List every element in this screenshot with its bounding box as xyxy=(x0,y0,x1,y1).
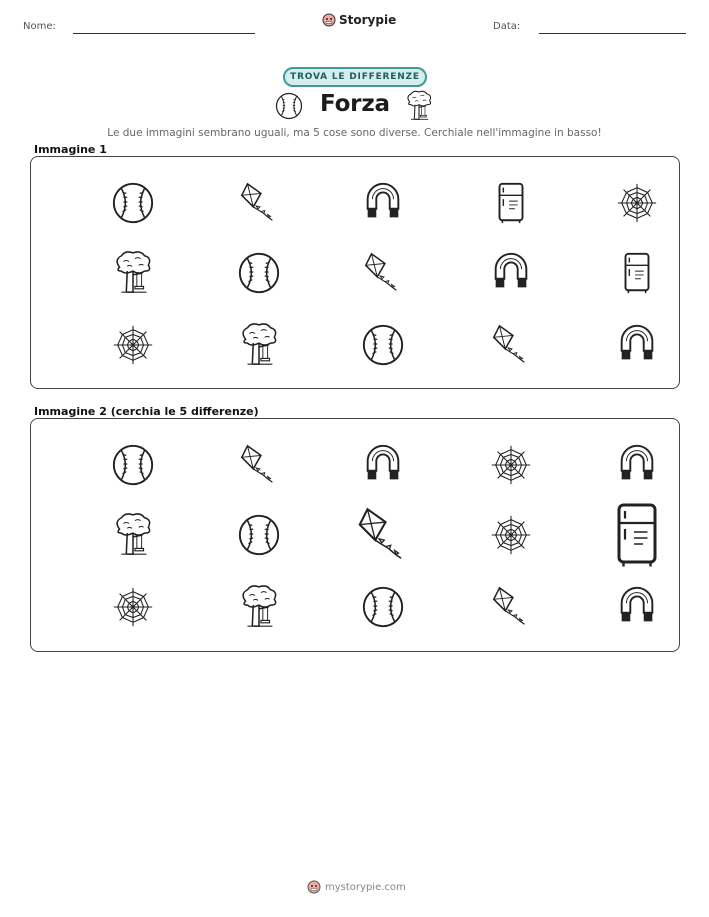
tree-swing-icon xyxy=(236,584,282,630)
image1-label: Immagine 1 xyxy=(34,143,107,156)
spiderweb-icon xyxy=(488,442,534,488)
tree-swing-icon xyxy=(403,90,435,122)
grid-cell[interactable] xyxy=(481,577,541,637)
grid-cell[interactable] xyxy=(607,435,667,495)
image2-panel[interactable] xyxy=(30,418,680,652)
fridge-icon xyxy=(488,180,534,226)
grid-cell xyxy=(353,315,413,375)
magnet-icon xyxy=(360,442,406,488)
name-field-line[interactable] xyxy=(73,33,255,34)
storypie-mascot-icon xyxy=(307,880,321,894)
grid-cell xyxy=(229,315,289,375)
kite-icon xyxy=(236,442,282,488)
date-field-line[interactable] xyxy=(539,33,686,34)
grid-cell[interactable] xyxy=(229,435,289,495)
page-title: Forza xyxy=(320,91,390,117)
grid-cell xyxy=(607,243,667,303)
kite-icon xyxy=(488,584,534,630)
grid-cell xyxy=(481,315,541,375)
fridge-icon xyxy=(614,250,660,296)
image1-panel xyxy=(30,156,680,389)
instructions-text: Le due immagini sembrano uguali, ma 5 cose sono diverse. Cerchiale nell'immagine in basso! xyxy=(107,127,602,139)
grid-cell[interactable] xyxy=(103,435,163,495)
kite-icon xyxy=(352,504,414,566)
grid-cell xyxy=(103,243,163,303)
title-baseball-icon xyxy=(274,91,304,125)
tree-swing-icon xyxy=(236,322,282,368)
grid-cell xyxy=(229,243,289,303)
date-label: Data: xyxy=(493,21,521,32)
storypie-mascot-icon xyxy=(322,13,336,27)
tree-swing-icon xyxy=(110,512,156,558)
magnet-icon xyxy=(360,180,406,226)
baseball-icon xyxy=(236,512,282,558)
magnet-icon xyxy=(488,250,534,296)
grid-cell[interactable] xyxy=(353,577,413,637)
grid-cell xyxy=(353,243,413,303)
baseball-icon xyxy=(110,442,156,488)
magnet-icon xyxy=(614,584,660,630)
grid-cell xyxy=(481,243,541,303)
brand-name: Storypie xyxy=(339,13,397,27)
grid-cell[interactable] xyxy=(607,577,667,637)
baseball-icon xyxy=(110,180,156,226)
grid-cell[interactable] xyxy=(103,577,163,637)
baseball-icon xyxy=(236,250,282,296)
grid-cell[interactable] xyxy=(229,577,289,637)
grid-cell[interactable] xyxy=(229,505,289,565)
grid-cell[interactable] xyxy=(353,435,413,495)
grid-cell[interactable] xyxy=(481,435,541,495)
grid-cell xyxy=(103,315,163,375)
footer xyxy=(307,880,406,894)
kite-icon xyxy=(360,250,406,296)
fridge-icon xyxy=(601,499,673,571)
brand-logo xyxy=(322,13,396,27)
name-label: Nome: xyxy=(23,21,56,32)
grid-cell[interactable] xyxy=(481,505,541,565)
baseball-icon xyxy=(274,91,304,121)
title-tree-swing-icon xyxy=(403,90,435,126)
grid-cell xyxy=(353,173,413,233)
grid-cell[interactable] xyxy=(353,505,413,565)
tree-swing-icon xyxy=(110,250,156,296)
spiderweb-icon xyxy=(110,322,156,368)
grid-cell xyxy=(607,315,667,375)
grid-cell xyxy=(103,173,163,233)
grid-cell xyxy=(229,173,289,233)
magnet-icon xyxy=(614,322,660,368)
spiderweb-icon xyxy=(614,180,660,226)
grid-cell[interactable] xyxy=(103,505,163,565)
grid-cell xyxy=(481,173,541,233)
grid-cell[interactable] xyxy=(607,505,667,565)
spiderweb-icon xyxy=(488,512,534,558)
worksheet-badge: TROVA LE DIFFERENZE xyxy=(283,67,427,87)
baseball-icon xyxy=(360,322,406,368)
kite-icon xyxy=(488,322,534,368)
kite-icon xyxy=(236,180,282,226)
spiderweb-icon xyxy=(110,584,156,630)
baseball-icon xyxy=(360,584,406,630)
footer-site: mystorypie.com xyxy=(325,881,406,893)
image2-label: Immagine 2 (cerchia le 5 differenze) xyxy=(34,405,259,418)
magnet-icon xyxy=(614,442,660,488)
grid-cell xyxy=(607,173,667,233)
